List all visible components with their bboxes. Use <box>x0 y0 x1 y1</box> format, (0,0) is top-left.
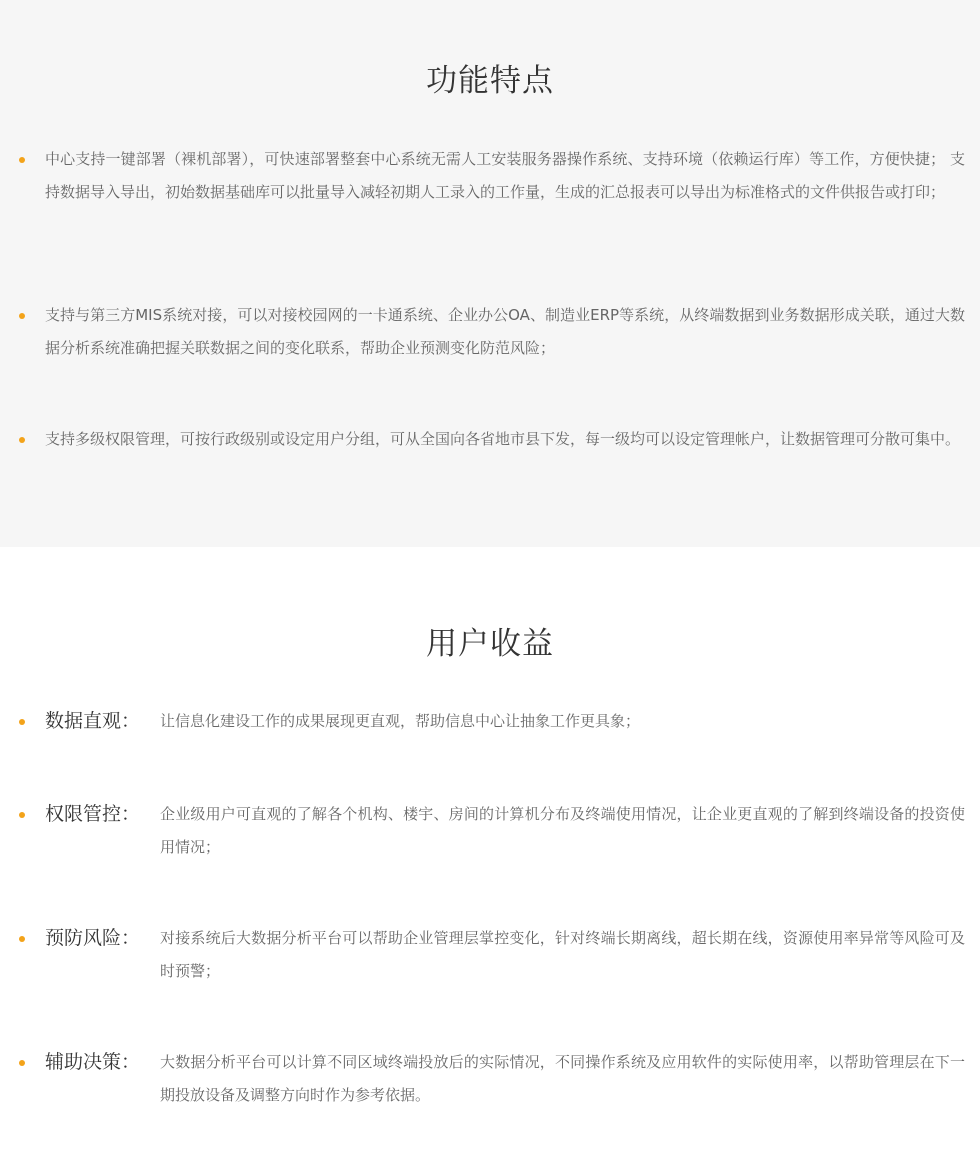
benefits-title: 用户收益 <box>426 626 554 662</box>
benefit-label: 预防风险： <box>45 927 141 949</box>
feature-text: 中心支持一键部署（裸机部署），可快速部署整套中心系统无需人工安装服务器操作系统、支持环境（依赖运行库）等工作，方便快捷； 支持数据导入导出，初始数据基础库可以批量导入减轻初期人工录入的工作量，生成的汇总报表可以导出为标准格式的文件供报告或打印； <box>45 150 965 201</box>
features-section <box>0 0 980 547</box>
feature-text: 支持与第三方MIS系统对接，可以对接校园网的一卡通系统、企业办公OA、制造业ERP等系统，从终端数据到业务数据形成关联，通过大数据分析系统准确把握关联数据之间的变化联系，帮助企业预测变化防范风险； <box>45 306 965 357</box>
benefits-section <box>0 547 980 1161</box>
benefit-text: 大数据分析平台可以计算不同区域终端投放后的实际情况，不同操作系统及应用软件的实际使用率，以帮助管理层在下一期投放设备及调整方向时作为参考依据。 <box>160 1053 965 1104</box>
benefit-label: 数据直观： <box>45 710 141 732</box>
bullet-dot-icon <box>19 157 25 163</box>
features-title: 功能特点 <box>426 63 554 99</box>
benefit-text: 让信息化建设工作的成果展现更直观，帮助信息中心让抽象工作更具象； <box>160 712 641 730</box>
bullet-dot-icon <box>19 437 25 443</box>
bullet-dot-icon <box>19 313 25 319</box>
feature-text: 支持多级权限管理，可按行政级别或设定用户分组，可从全国向各省地市县下发，每一级均可以设定管理帐户，让数据管理可分散可集中。 <box>45 430 961 448</box>
benefit-label: 辅助决策： <box>45 1051 141 1073</box>
bullet-dot-icon <box>19 1060 25 1066</box>
benefit-text: 企业级用户可直观的了解各个机构、楼宇、房间的计算机分布及终端使用情况，让企业更直观的了解到终端设备的投资使用情况； <box>160 805 965 856</box>
benefit-text: 对接系统后大数据分析平台可以帮助企业管理层掌控变化，针对终端长期离线，超长期在线，资源使用率异常等风险可及时预警； <box>160 929 965 980</box>
bullet-dot-icon <box>19 936 25 942</box>
bullet-dot-icon <box>19 719 25 725</box>
bullet-dot-icon <box>19 812 25 818</box>
benefit-label: 权限管控： <box>45 803 141 825</box>
